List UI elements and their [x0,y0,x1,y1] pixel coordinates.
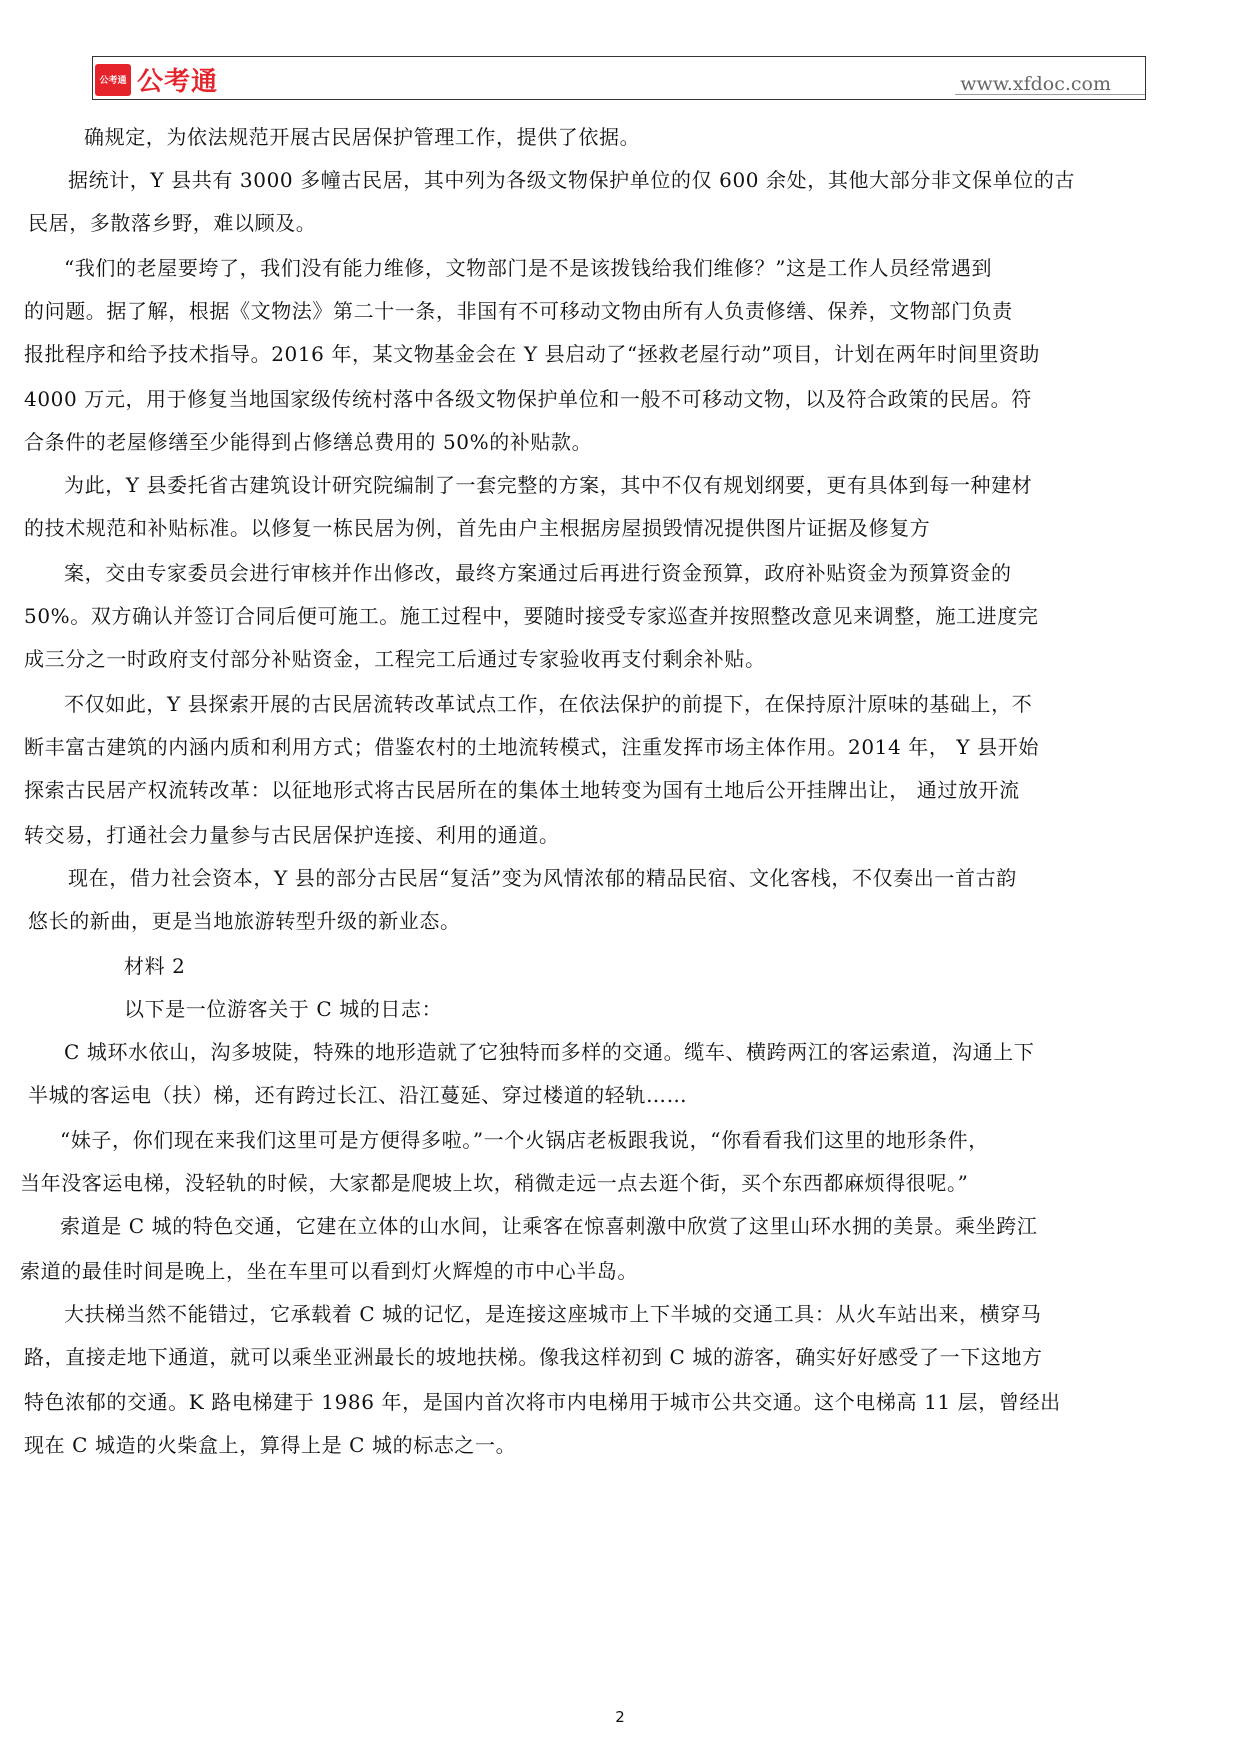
page-header [92,56,1146,100]
section-heading: 材料 2 [124,954,186,978]
text-line: 以下是一位游客关于 C 城的日志： [124,997,443,1021]
text-line: 确规定，为依法规范开展古民居保护管理工作，提供了依据。 [84,125,641,149]
text-line: 的问题。据了解，根据《文物法》第二十一条，非国有不可移动文物由所有人负责修缮、保养，文物部门负责 [24,299,1013,323]
text-line: 案，交由专家委员会进行审核并作出修改，最终方案通过后再进行资金预算，政府补贴资金为预算资金的 [64,561,1012,585]
logo-badge-icon: 公考通 [95,64,131,96]
text-line: 报批程序和给予技术指导。2016 年，某文物基金会在 Y 县启动了“拯救老屋行动”项目，计划在两年时间里资助 [24,342,1041,366]
text-line: 的技术规范和补贴标准。以修复一栋民居为例，首先由户主根据房屋损毁情况提供图片证据及修复方 [24,516,931,540]
text-line: 民居，多散落乡野，难以顾及。 [28,211,317,235]
text-line: 路，直接走地下通道，就可以乘坐亚洲最长的坡地扶梯。像我这样初到 C 城的游客，确实好好感受了一下这地方 [24,1345,1043,1369]
text-line: 半城的客运电（扶）梯，还有跨过长江、沿江蔓延、穿过楼道的轻轨…… [28,1083,688,1107]
text-line: 合条件的老屋修缮至少能得到占修缮总费用的 50%的补贴款。 [24,430,593,454]
text-line: 为此，Y 县委托省古建筑设计研究院编制了一套完整的方案，其中不仅有规划纲要，更有具体到每一种建材 [64,473,1033,497]
logo-text: 公考通 [137,67,219,97]
text-line: 转交易，打通社会力量参与古民居保护连接、利用的通道。 [24,823,560,847]
text-line: 索道的最佳时间是晚上，坐在车里可以看到灯火辉煌的市中心半岛。 [20,1259,638,1283]
text-line: 特色浓郁的交通。K 路电梯建于 1986 年，是国内首次将市内电梯用于城市公共交通。这个电梯高 11 层，曾经出 [24,1390,1061,1414]
text-line: 断丰富古建筑的内涵内质和利用方式；借鉴农村的土地流转模式，注重发挥市场主体作用。2014 年， Y 县开始 [24,735,1039,759]
text-line: 不仅如此，Y 县探索开展的古民居流转改革试点工作，在依法保护的前提下，在保持原汁原味的基础上，不 [64,692,1033,716]
text-line: 50%。双方确认并签订合同后便可施工。施工过程中，要随时接受专家巡查并按照整改意见来调整，施工进度完 [24,604,1039,628]
logo [95,61,218,98]
text-line: 索道是 C 城的特色交通，它建在立体的山水间，让乘客在惊喜刺激中欣赏了这里山环水拥的美景。乘坐跨江 [60,1214,1038,1238]
text-line: 悠长的新曲，更是当地旅游转型升级的新业态。 [28,909,461,933]
page-number: 2 [615,1708,625,1726]
text-line: 现在 C 城造的火柴盒上，算得上是 C 城的标志之一。 [24,1433,517,1457]
text-line: C 城环水依山，沟多坡陡，特殊的地形造就了它独特而多样的交通。缆车、横跨两江的客运索道，沟通上下 [64,1040,1035,1064]
header-rule [955,94,1145,95]
site-url: www.xfdoc.com [960,73,1111,95]
text-line: 当年没客运电梯，没轻轨的时候，大家都是爬坡上坎，稍微走远一点去逛个街，买个东西都麻烦得很呢。” [20,1171,969,1195]
text-line: 大扶梯当然不能错过，它承载着 C 城的记忆，是连接这座城市上下半城的交通工具：从火车站出来，横穿马 [64,1302,1042,1326]
text-line: 4000 万元，用于修复当地国家级传统村落中各级文物保护单位和一般不可移动文物，以及符合政策的民居。符 [24,387,1032,411]
text-line: 成三分之一时政府支付部分补贴资金，工程完工后通过专家验收再支付剩余补贴。 [24,647,766,671]
text-line: 探索古民居产权流转改革：以征地形式将古民居所在的集体土地转变为国有土地后公开挂牌出让， 通过放开流 [24,778,1020,802]
text-line: “我们的老屋要垮了，我们没有能力维修，文物部门是不是该拨钱给我们维修？”这是工作人员经常遇到 [64,256,993,280]
text-line: 据统计，Y 县共有 3000 多幢古民居，其中列为各级文物保护单位的仅 600 余处，其他大部分非文保单位的古 [68,168,1076,192]
text-line: “妹子，你们现在来我们这里可是方便得多啦。”一个火锅店老板跟我说，“你看看我们这里的地形条件， [60,1128,989,1152]
text-line: 现在，借力社会资本，Y 县的部分古民居“复活”变为风情浓郁的精品民宿、文化客栈，不仅奏出一首古韵 [68,866,1017,890]
